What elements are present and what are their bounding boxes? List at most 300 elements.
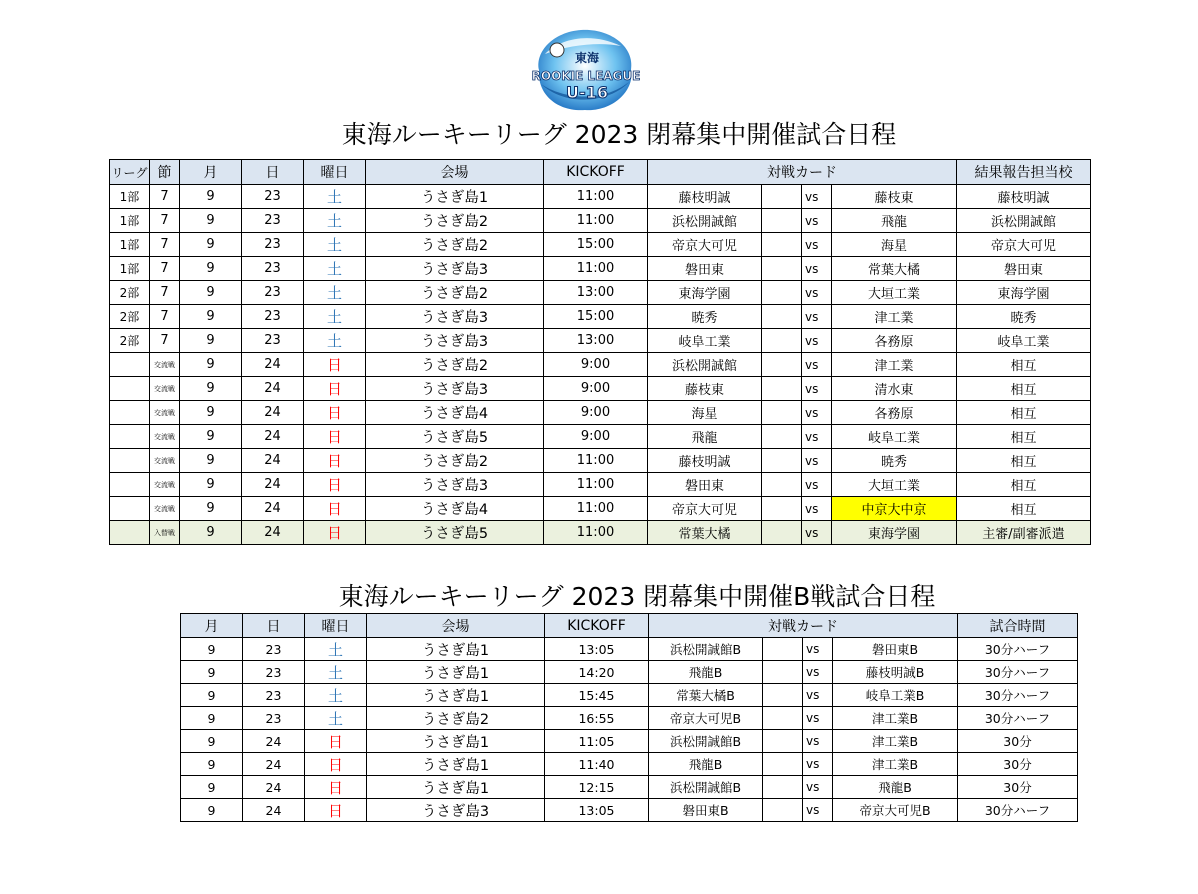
spacer-cell <box>762 281 802 305</box>
weekday-cell: 土 <box>304 329 366 353</box>
away-team-cell: 大垣工業 <box>832 281 957 305</box>
venue-cell: うさぎ島4 <box>366 497 544 521</box>
header-month: 月 <box>181 614 243 638</box>
table-row <box>110 281 1091 305</box>
spacer-cell <box>762 449 802 473</box>
month-cell: 9 <box>180 449 242 473</box>
month-cell: 9 <box>181 638 243 661</box>
vs-cell: vs <box>803 638 833 661</box>
reporter-cell: 相互 <box>957 497 1091 521</box>
kickoff-cell: 11:00 <box>544 257 648 281</box>
spacer-cell <box>762 377 802 401</box>
spacer-cell <box>763 638 803 661</box>
venue-cell: うさぎ島3 <box>366 473 544 497</box>
venue-cell: うさぎ島2 <box>366 449 544 473</box>
round-cell: 7 <box>150 281 180 305</box>
spacer-cell <box>762 257 802 281</box>
venue-cell: うさぎ島3 <box>367 799 545 822</box>
header-venue: 会場 <box>366 160 544 185</box>
round-cell: 交流戦 <box>150 377 180 401</box>
kickoff-cell: 15:00 <box>544 305 648 329</box>
main-schedule-table <box>109 159 1091 545</box>
logo-line2: ROOKIE LEAGUE <box>531 69 641 83</box>
league-cell: 1部 <box>110 257 150 281</box>
home-team-cell: 藤枝明誠 <box>648 449 762 473</box>
away-team-cell: 常葉大橘 <box>832 257 957 281</box>
table-row <box>181 684 1078 707</box>
day-cell: 23 <box>242 257 304 281</box>
round-cell: 入替戦 <box>150 521 180 545</box>
away-team-cell: 津工業B <box>833 707 958 730</box>
away-team-cell: 各務原 <box>832 329 957 353</box>
league-cell: 2部 <box>110 281 150 305</box>
away-team-cell: 岐阜工業B <box>833 684 958 707</box>
reporter-cell: 藤枝明誠 <box>957 185 1091 209</box>
home-team-cell: 常葉大橘 <box>648 521 762 545</box>
reporter-cell: 相互 <box>957 353 1091 377</box>
spacer-cell <box>762 233 802 257</box>
league-cell: 1部 <box>110 185 150 209</box>
day-cell: 24 <box>243 799 305 822</box>
vs-cell: vs <box>802 233 832 257</box>
header-day: 日 <box>242 160 304 185</box>
kickoff-cell: 9:00 <box>544 425 648 449</box>
header-round: 節 <box>150 160 180 185</box>
day-cell: 24 <box>242 377 304 401</box>
weekday-cell: 土 <box>305 661 367 684</box>
vs-cell: vs <box>802 497 832 521</box>
home-team-cell: 暁秀 <box>648 305 762 329</box>
duration-cell: 30分ハーフ <box>958 661 1078 684</box>
kickoff-cell: 13:05 <box>545 638 649 661</box>
venue-cell: うさぎ島1 <box>367 661 545 684</box>
vs-cell: vs <box>802 401 832 425</box>
day-cell: 23 <box>243 707 305 730</box>
table-row <box>110 305 1091 329</box>
table-row <box>110 473 1091 497</box>
home-team-cell: 飛龍 <box>648 425 762 449</box>
weekday-cell: 土 <box>305 638 367 661</box>
home-team-cell: 藤枝明誠 <box>648 185 762 209</box>
venue-cell: うさぎ島2 <box>366 281 544 305</box>
table-row <box>110 257 1091 281</box>
table-row <box>110 401 1091 425</box>
venue-cell: うさぎ島2 <box>367 707 545 730</box>
duration-cell: 30分 <box>958 753 1078 776</box>
round-cell: 7 <box>150 305 180 329</box>
venue-cell: うさぎ島4 <box>366 401 544 425</box>
reporter-cell: 暁秀 <box>957 305 1091 329</box>
kickoff-cell: 13:00 <box>544 281 648 305</box>
away-team-cell: 清水東 <box>832 377 957 401</box>
away-team-cell: 飛龍 <box>832 209 957 233</box>
day-cell: 24 <box>242 497 304 521</box>
venue-cell: うさぎ島1 <box>366 185 544 209</box>
table-row <box>181 753 1078 776</box>
weekday-cell: 日 <box>304 401 366 425</box>
league-cell: 1部 <box>110 209 150 233</box>
day-cell: 24 <box>242 473 304 497</box>
venue-cell: うさぎ島3 <box>366 305 544 329</box>
kickoff-cell: 13:05 <box>545 799 649 822</box>
away-team-cell: 藤枝東 <box>832 185 957 209</box>
league-cell <box>110 449 150 473</box>
day-cell: 24 <box>242 425 304 449</box>
vs-cell: vs <box>803 707 833 730</box>
kickoff-cell: 9:00 <box>544 401 648 425</box>
month-cell: 9 <box>180 401 242 425</box>
month-cell: 9 <box>181 730 243 753</box>
day-cell: 24 <box>243 730 305 753</box>
vs-cell: vs <box>802 329 832 353</box>
kickoff-cell: 9:00 <box>544 377 648 401</box>
home-team-cell: 帝京大可児 <box>648 497 762 521</box>
table-row <box>181 638 1078 661</box>
weekday-cell: 土 <box>304 209 366 233</box>
venue-cell: うさぎ島2 <box>366 209 544 233</box>
kickoff-cell: 13:00 <box>544 329 648 353</box>
table-row <box>181 799 1078 822</box>
day-cell: 24 <box>242 449 304 473</box>
reporter-cell: 相互 <box>957 473 1091 497</box>
away-team-cell: 津工業 <box>832 353 957 377</box>
main-schedule-header-row <box>110 160 1091 185</box>
home-team-cell: 磐田東 <box>648 257 762 281</box>
duration-cell: 30分 <box>958 730 1078 753</box>
reporter-cell: 相互 <box>957 401 1091 425</box>
spacer-cell <box>762 473 802 497</box>
spacer-cell <box>763 684 803 707</box>
home-team-cell: 浜松開誠館B <box>649 730 763 753</box>
kickoff-cell: 14:20 <box>545 661 649 684</box>
day-cell: 23 <box>242 233 304 257</box>
month-cell: 9 <box>181 776 243 799</box>
b-match-schedule-title: 東海ルーキーリーグ 2023 閉幕集中開催B戦試合日程 <box>338 582 936 611</box>
kickoff-cell: 11:00 <box>544 185 648 209</box>
header-weekday: 曜日 <box>304 160 366 185</box>
month-cell: 9 <box>181 684 243 707</box>
table-row <box>110 209 1091 233</box>
round-cell: 交流戦 <box>150 353 180 377</box>
vs-cell: vs <box>802 521 832 545</box>
venue-cell: うさぎ島2 <box>366 233 544 257</box>
reporter-cell: 相互 <box>957 377 1091 401</box>
day-cell: 24 <box>243 776 305 799</box>
vs-cell: vs <box>802 257 832 281</box>
round-cell: 交流戦 <box>150 449 180 473</box>
day-cell: 23 <box>242 281 304 305</box>
reporter-cell: 東海学園 <box>957 281 1091 305</box>
kickoff-cell: 11:00 <box>544 473 648 497</box>
header-reporter: 結果報告担当校 <box>957 160 1091 185</box>
weekday-cell: 土 <box>304 233 366 257</box>
month-cell: 9 <box>180 377 242 401</box>
day-cell: 23 <box>243 638 305 661</box>
logo-line1: 東海 <box>574 51 600 65</box>
vs-cell: vs <box>802 473 832 497</box>
weekday-cell: 日 <box>304 473 366 497</box>
league-cell <box>110 377 150 401</box>
home-team-cell: 浜松開誠館B <box>649 638 763 661</box>
round-cell: 7 <box>150 233 180 257</box>
venue-cell: うさぎ島5 <box>366 425 544 449</box>
league-cell: 2部 <box>110 329 150 353</box>
venue-cell: うさぎ島1 <box>367 776 545 799</box>
home-team-cell: 浜松開誠館 <box>648 209 762 233</box>
league-cell <box>110 473 150 497</box>
spacer-cell <box>763 753 803 776</box>
weekday-cell: 日 <box>305 753 367 776</box>
spacer-cell <box>762 185 802 209</box>
vs-cell: vs <box>802 305 832 329</box>
table-row <box>110 329 1091 353</box>
spacer-cell <box>763 776 803 799</box>
table-row <box>181 661 1078 684</box>
month-cell: 9 <box>180 209 242 233</box>
away-team-cell: 海星 <box>832 233 957 257</box>
spacer-cell <box>762 329 802 353</box>
header-match-card: 対戦カード <box>649 614 958 638</box>
month-cell: 9 <box>181 753 243 776</box>
table-row <box>110 353 1091 377</box>
vs-cell: vs <box>802 449 832 473</box>
venue-cell: うさぎ島1 <box>367 753 545 776</box>
weekday-cell: 土 <box>305 684 367 707</box>
vs-cell: vs <box>802 281 832 305</box>
table-row <box>110 425 1091 449</box>
away-team-cell: 帝京大可児B <box>833 799 958 822</box>
home-team-cell: 浜松開誠館 <box>648 353 762 377</box>
weekday-cell: 土 <box>304 281 366 305</box>
vs-cell: vs <box>803 661 833 684</box>
spacer-cell <box>762 353 802 377</box>
weekday-cell: 土 <box>304 305 366 329</box>
league-cell: 2部 <box>110 305 150 329</box>
venue-cell: うさぎ島5 <box>366 521 544 545</box>
reporter-cell: 主審/副審派遣 <box>957 521 1091 545</box>
table-row <box>110 449 1091 473</box>
away-team-cell: 津工業 <box>832 305 957 329</box>
day-cell: 23 <box>243 661 305 684</box>
header-league: リーグ <box>110 160 150 185</box>
reporter-cell: 相互 <box>957 449 1091 473</box>
header-month: 月 <box>180 160 242 185</box>
venue-cell: うさぎ島3 <box>366 257 544 281</box>
day-cell: 24 <box>243 753 305 776</box>
day-cell: 24 <box>242 521 304 545</box>
kickoff-cell: 11:00 <box>544 449 648 473</box>
month-cell: 9 <box>180 305 242 329</box>
venue-cell: うさぎ島1 <box>367 684 545 707</box>
away-team-cell: 磐田東B <box>833 638 958 661</box>
spacer-cell <box>762 401 802 425</box>
away-team-cell: 各務原 <box>832 401 957 425</box>
spacer-cell <box>762 305 802 329</box>
kickoff-cell: 15:45 <box>545 684 649 707</box>
weekday-cell: 日 <box>304 425 366 449</box>
table-row <box>110 377 1091 401</box>
table-row <box>181 730 1078 753</box>
day-cell: 23 <box>243 684 305 707</box>
reporter-cell: 磐田東 <box>957 257 1091 281</box>
day-cell: 23 <box>242 209 304 233</box>
weekday-cell: 日 <box>305 730 367 753</box>
vs-cell: vs <box>802 377 832 401</box>
venue-cell: うさぎ島3 <box>366 329 544 353</box>
month-cell: 9 <box>180 281 242 305</box>
spacer-cell <box>762 497 802 521</box>
home-team-cell: 飛龍B <box>649 753 763 776</box>
home-team-cell: 浜松開誠館B <box>649 776 763 799</box>
home-team-cell: 磐田東B <box>649 799 763 822</box>
kickoff-cell: 16:55 <box>545 707 649 730</box>
weekday-cell: 日 <box>304 449 366 473</box>
weekday-cell: 日 <box>305 799 367 822</box>
away-team-cell: 津工業B <box>833 753 958 776</box>
venue-cell: うさぎ島3 <box>366 377 544 401</box>
month-cell: 9 <box>180 329 242 353</box>
month-cell: 9 <box>180 233 242 257</box>
table-row <box>110 521 1091 545</box>
logo-line3: U-16 <box>566 83 608 102</box>
weekday-cell: 日 <box>304 497 366 521</box>
round-cell: 交流戦 <box>150 497 180 521</box>
header-weekday: 曜日 <box>305 614 367 638</box>
venue-cell: うさぎ島2 <box>366 353 544 377</box>
month-cell: 9 <box>181 707 243 730</box>
vs-cell: vs <box>803 799 833 822</box>
month-cell: 9 <box>180 257 242 281</box>
weekday-cell: 土 <box>305 707 367 730</box>
league-cell <box>110 425 150 449</box>
kickoff-cell: 11:00 <box>544 521 648 545</box>
away-team-cell: 大垣工業 <box>832 473 957 497</box>
vs-cell: vs <box>802 209 832 233</box>
rookie-league-logo <box>531 24 641 116</box>
home-team-cell: 帝京大可児B <box>649 707 763 730</box>
kickoff-cell: 15:00 <box>544 233 648 257</box>
vs-cell: vs <box>803 684 833 707</box>
month-cell: 9 <box>180 425 242 449</box>
away-team-cell: 岐阜工業 <box>832 425 957 449</box>
weekday-cell: 土 <box>304 257 366 281</box>
round-cell: 交流戦 <box>150 473 180 497</box>
day-cell: 24 <box>242 353 304 377</box>
header-duration: 試合時間 <box>958 614 1078 638</box>
header-kickoff: KICKOFF <box>544 160 648 185</box>
spacer-cell <box>763 799 803 822</box>
venue-cell: うさぎ島1 <box>367 730 545 753</box>
duration-cell: 30分ハーフ <box>958 707 1078 730</box>
weekday-cell: 日 <box>304 521 366 545</box>
league-cell <box>110 401 150 425</box>
round-cell: 7 <box>150 257 180 281</box>
kickoff-cell: 9:00 <box>544 353 648 377</box>
round-cell: 7 <box>150 209 180 233</box>
home-team-cell: 岐阜工業 <box>648 329 762 353</box>
vs-cell: vs <box>803 776 833 799</box>
vs-cell: vs <box>802 425 832 449</box>
spacer-cell <box>762 425 802 449</box>
weekday-cell: 日 <box>304 377 366 401</box>
day-cell: 23 <box>242 329 304 353</box>
round-cell: 7 <box>150 329 180 353</box>
weekday-cell: 日 <box>304 353 366 377</box>
month-cell: 9 <box>180 185 242 209</box>
away-team-cell: 東海学園 <box>832 521 957 545</box>
kickoff-cell: 11:00 <box>544 209 648 233</box>
spacer-cell <box>762 209 802 233</box>
table-row <box>110 497 1091 521</box>
header-match-card: 対戦カード <box>648 160 957 185</box>
league-cell <box>110 521 150 545</box>
duration-cell: 30分ハーフ <box>958 684 1078 707</box>
day-cell: 23 <box>242 305 304 329</box>
kickoff-cell: 11:00 <box>544 497 648 521</box>
day-cell: 24 <box>242 401 304 425</box>
reporter-cell: 帝京大可児 <box>957 233 1091 257</box>
home-team-cell: 東海学園 <box>648 281 762 305</box>
duration-cell: 30分 <box>958 776 1078 799</box>
spacer-cell <box>763 661 803 684</box>
header-venue: 会場 <box>367 614 545 638</box>
month-cell: 9 <box>181 799 243 822</box>
kickoff-cell: 11:05 <box>545 730 649 753</box>
month-cell: 9 <box>180 497 242 521</box>
header-day: 日 <box>243 614 305 638</box>
round-cell: 7 <box>150 185 180 209</box>
month-cell: 9 <box>181 661 243 684</box>
kickoff-cell: 11:40 <box>545 753 649 776</box>
header-kickoff: KICKOFF <box>545 614 649 638</box>
weekday-cell: 日 <box>305 776 367 799</box>
round-cell: 交流戦 <box>150 425 180 449</box>
vs-cell: vs <box>802 185 832 209</box>
away-team-cell: 津工業B <box>833 730 958 753</box>
main-schedule-title: 東海ルーキーリーグ 2023 閉幕集中開催試合日程 <box>341 120 897 149</box>
away-team-cell: 中京大中京 <box>832 497 957 521</box>
table-row <box>110 233 1091 257</box>
home-team-cell: 常葉大橘B <box>649 684 763 707</box>
weekday-cell: 土 <box>304 185 366 209</box>
spacer-cell <box>763 730 803 753</box>
duration-cell: 30分ハーフ <box>958 799 1078 822</box>
reporter-cell: 岐阜工業 <box>957 329 1091 353</box>
kickoff-cell: 12:15 <box>545 776 649 799</box>
home-team-cell: 磐田東 <box>648 473 762 497</box>
venue-cell: うさぎ島1 <box>367 638 545 661</box>
month-cell: 9 <box>180 473 242 497</box>
b-match-schedule-table <box>180 613 1078 822</box>
month-cell: 9 <box>180 353 242 377</box>
home-team-cell: 海星 <box>648 401 762 425</box>
away-team-cell: 暁秀 <box>832 449 957 473</box>
reporter-cell: 相互 <box>957 425 1091 449</box>
round-cell: 交流戦 <box>150 401 180 425</box>
home-team-cell: 帝京大可児 <box>648 233 762 257</box>
month-cell: 9 <box>180 521 242 545</box>
vs-cell: vs <box>803 753 833 776</box>
table-row <box>181 707 1078 730</box>
away-team-cell: 藤枝明誠B <box>833 661 958 684</box>
home-team-cell: 飛龍B <box>649 661 763 684</box>
league-cell: 1部 <box>110 233 150 257</box>
b-match-header-row <box>181 614 1078 638</box>
league-cell <box>110 353 150 377</box>
spacer-cell <box>762 521 802 545</box>
table-row <box>181 776 1078 799</box>
vs-cell: vs <box>802 353 832 377</box>
